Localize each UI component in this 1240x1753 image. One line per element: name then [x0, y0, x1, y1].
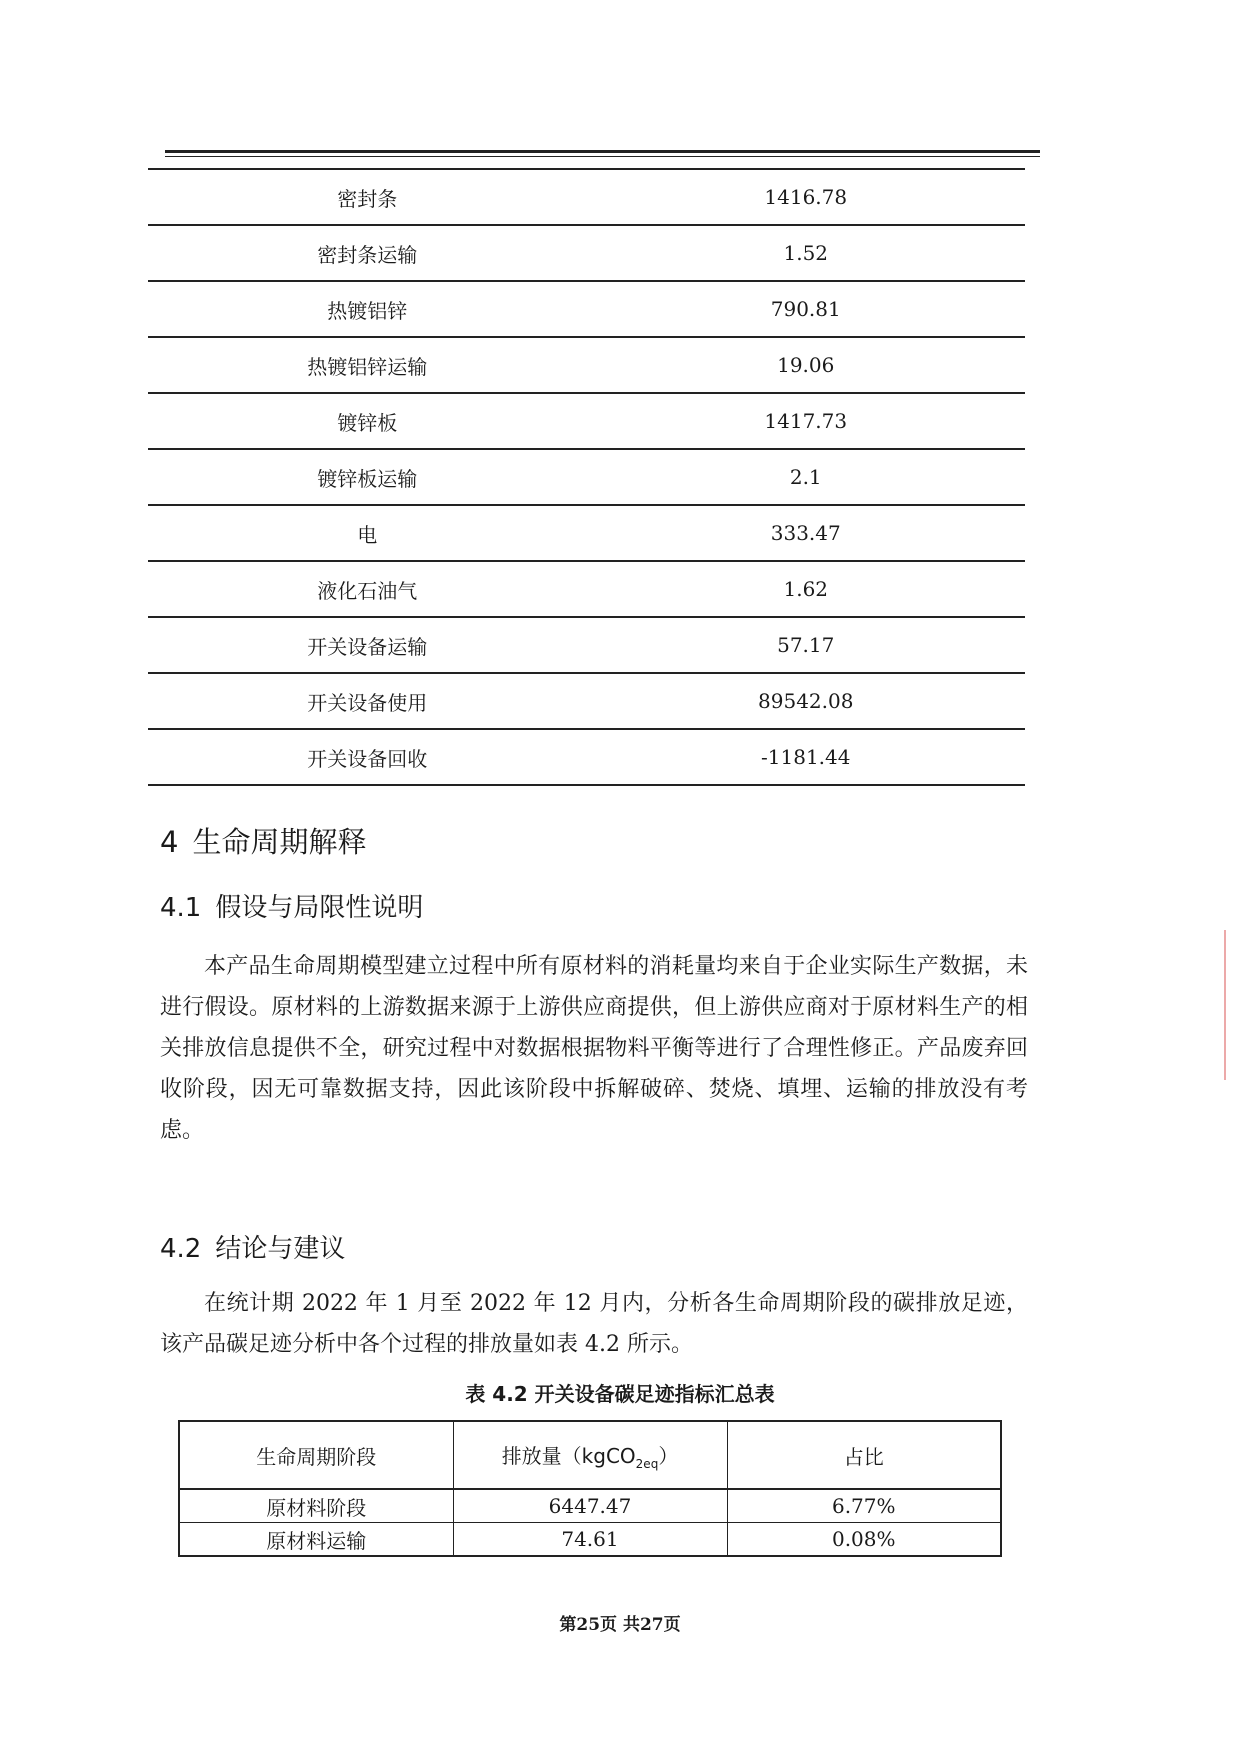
- item-name: 密封条: [148, 169, 587, 225]
- item-name: 液化石油气: [148, 561, 587, 617]
- stage-cell: 原材料运输: [179, 1523, 453, 1557]
- item-value: 57.17: [587, 617, 1026, 673]
- header-emission: [453, 1421, 727, 1489]
- summary-body: [179, 1489, 1001, 1556]
- item-name: 电: [148, 505, 587, 561]
- emission-cell: 74.61: [453, 1523, 727, 1557]
- item-name: 开关设备使用: [148, 673, 587, 729]
- table-row: [148, 505, 1025, 561]
- section-4-1-heading: [160, 887, 423, 924]
- share-cell: 6.77%: [727, 1489, 1001, 1523]
- share-cell: 0.08%: [727, 1523, 1001, 1557]
- section-number: 4: [160, 825, 179, 859]
- section-number: 4.2: [160, 1234, 202, 1264]
- item-name: 开关设备回收: [148, 729, 587, 785]
- item-name: 热镀铝锌: [148, 281, 587, 337]
- item-value: 2.1: [587, 449, 1026, 505]
- section-title: 生命周期解释: [192, 825, 367, 859]
- section-title: 结论与建议: [215, 1234, 346, 1264]
- header-share: 占比: [727, 1421, 1001, 1489]
- item-value: 1.52: [587, 225, 1026, 281]
- seal-stamp-edge: [1224, 930, 1240, 1080]
- table-row: [148, 561, 1025, 617]
- table-row: [179, 1523, 1001, 1557]
- item-value: 19.06: [587, 337, 1026, 393]
- table-row: [148, 729, 1025, 785]
- section-4-heading: [160, 820, 366, 861]
- page-footer: 第25页 共27页: [559, 1615, 681, 1635]
- item-value: 333.47: [587, 505, 1026, 561]
- assumptions-paragraph: 本产品生命周期模型建立过程中所有原材料的消耗量均来自于企业实际生产数据，未进行假设。原材料的上游数据来源于上游供应商提供，但上游供应商对于原材料生产的相关排放信息提供不全，研究过程中对数据根据物料平衡等进行了合理性修正。产品废弃回收阶段，因无可靠数据支持，因此该阶段中拆解破碎、焚烧、填埋、运输的排放没有考虑。: [160, 954, 1028, 1143]
- header-emission-close: ）: [658, 1443, 679, 1468]
- table-row: [148, 225, 1025, 281]
- conclusion-paragraph: 在统计期 2022 年 1 月至 2022 年 12 月内，分析各生命周期阶段的碳排放足迹，该产品碳足迹分析中各个过程的排放量如表 4.2 所示。: [160, 1291, 1028, 1357]
- item-value: 1.62: [587, 561, 1026, 617]
- table-row: [179, 1489, 1001, 1523]
- section-4-2-heading: [160, 1228, 345, 1265]
- table-row: [148, 617, 1025, 673]
- carbon-footprint-summary-table: [178, 1420, 1002, 1557]
- item-value: 790.81: [587, 281, 1026, 337]
- header-rule-thin: [165, 156, 1040, 157]
- table-row: [148, 673, 1025, 729]
- table-row: [148, 281, 1025, 337]
- item-name: 镀锌板运输: [148, 449, 587, 505]
- header-emission-label: 排放量（kgCO: [501, 1443, 636, 1468]
- table-row: [148, 337, 1025, 393]
- item-value: 1417.73: [587, 393, 1026, 449]
- section-title: 假设与局限性说明: [215, 893, 424, 923]
- emission-items-table: [148, 168, 1025, 786]
- table-row: [148, 169, 1025, 225]
- item-name: 开关设备运输: [148, 617, 587, 673]
- emission-cell: 6447.47: [453, 1489, 727, 1523]
- stage-cell: 原材料阶段: [179, 1489, 453, 1523]
- table-row: [148, 449, 1025, 505]
- section-number: 4.1: [160, 893, 202, 923]
- item-name: 密封条运输: [148, 225, 587, 281]
- item-value: 89542.08: [587, 673, 1026, 729]
- header-rule-thick: [165, 150, 1040, 153]
- item-value: 1416.78: [587, 169, 1026, 225]
- item-value: -1181.44: [587, 729, 1026, 785]
- table-caption: 表 4.2 开关设备碳足迹指标汇总表: [465, 1382, 775, 1406]
- header-stage: 生命周期阶段: [179, 1421, 453, 1489]
- item-name: 镀锌板: [148, 393, 587, 449]
- item-name: 热镀铝锌运输: [148, 337, 587, 393]
- table-header-row: [179, 1421, 1001, 1489]
- header-emission-subscript: 2eq: [635, 1456, 659, 1471]
- emission-items-body: [148, 169, 1025, 785]
- table-row: [148, 393, 1025, 449]
